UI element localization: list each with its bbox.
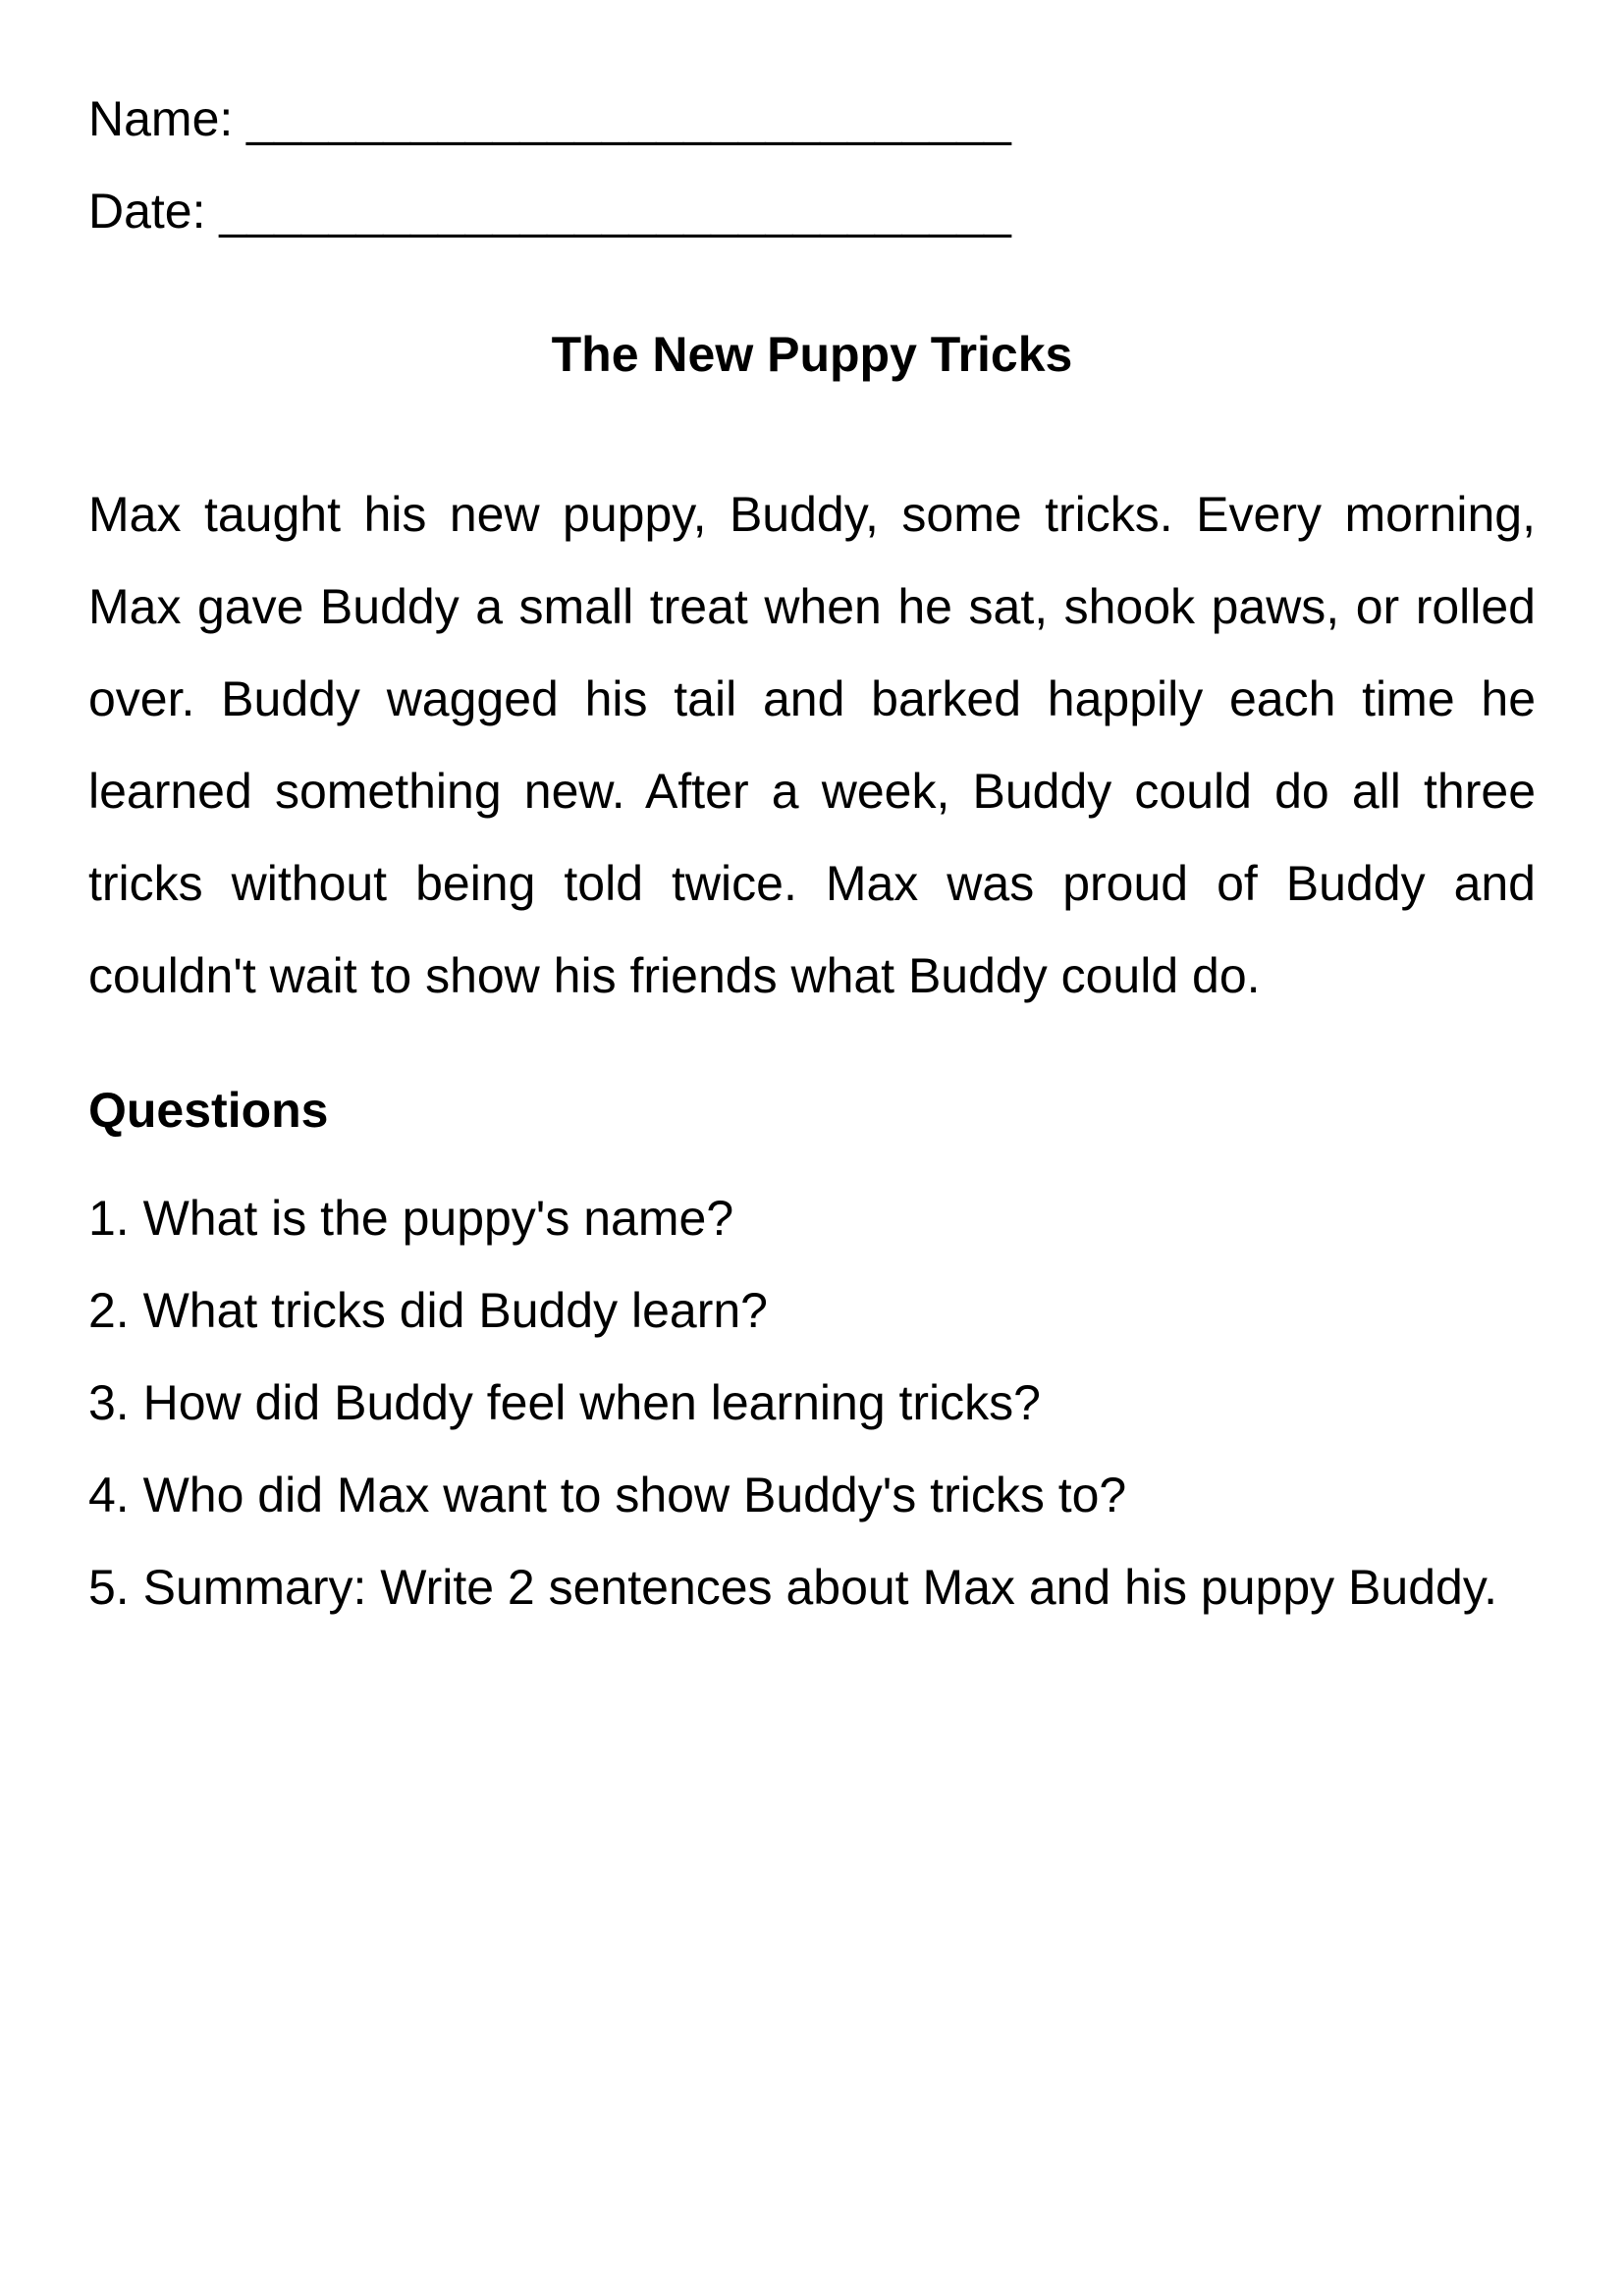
name-label: Name:	[88, 91, 234, 146]
question-item-4: 4. Who did Max want to show Buddy's tricks to?	[88, 1468, 1127, 1522]
questions-list	[88, 1172, 1536, 1633]
date-field-row	[88, 165, 1536, 257]
question-item-3: 3. How did Buddy feel when learning tricks?	[88, 1375, 1041, 1430]
date-blank-line: _____________________________	[219, 184, 1011, 239]
worksheet-title: The New Puppy Tricks	[551, 327, 1073, 382]
name-blank-line: ____________________________	[246, 91, 1011, 146]
date-label: Date:	[88, 184, 206, 239]
question-item-1: 1. What is the puppy's name?	[88, 1191, 734, 1246]
worksheet-header	[88, 73, 1536, 257]
reading-passage: Max taught his new puppy, Buddy, some tricks. Every morning, Max gave Buddy a small treat when he sat, shook paws, or rolled over. Buddy wagged his tail and barked happily each time he learned something new. After a week, Buddy could do all three tricks without being told twice. Max was proud of Buddy and couldn't wait to show his friends what Buddy could do.	[88, 487, 1536, 1003]
question-item-5: 5. Summary: Write 2 sentences about Max and his puppy Buddy.	[88, 1560, 1498, 1615]
name-field-row	[88, 73, 1536, 165]
questions-heading: Questions	[88, 1083, 329, 1138]
question-item-2: 2. What tricks did Buddy learn?	[88, 1283, 768, 1338]
